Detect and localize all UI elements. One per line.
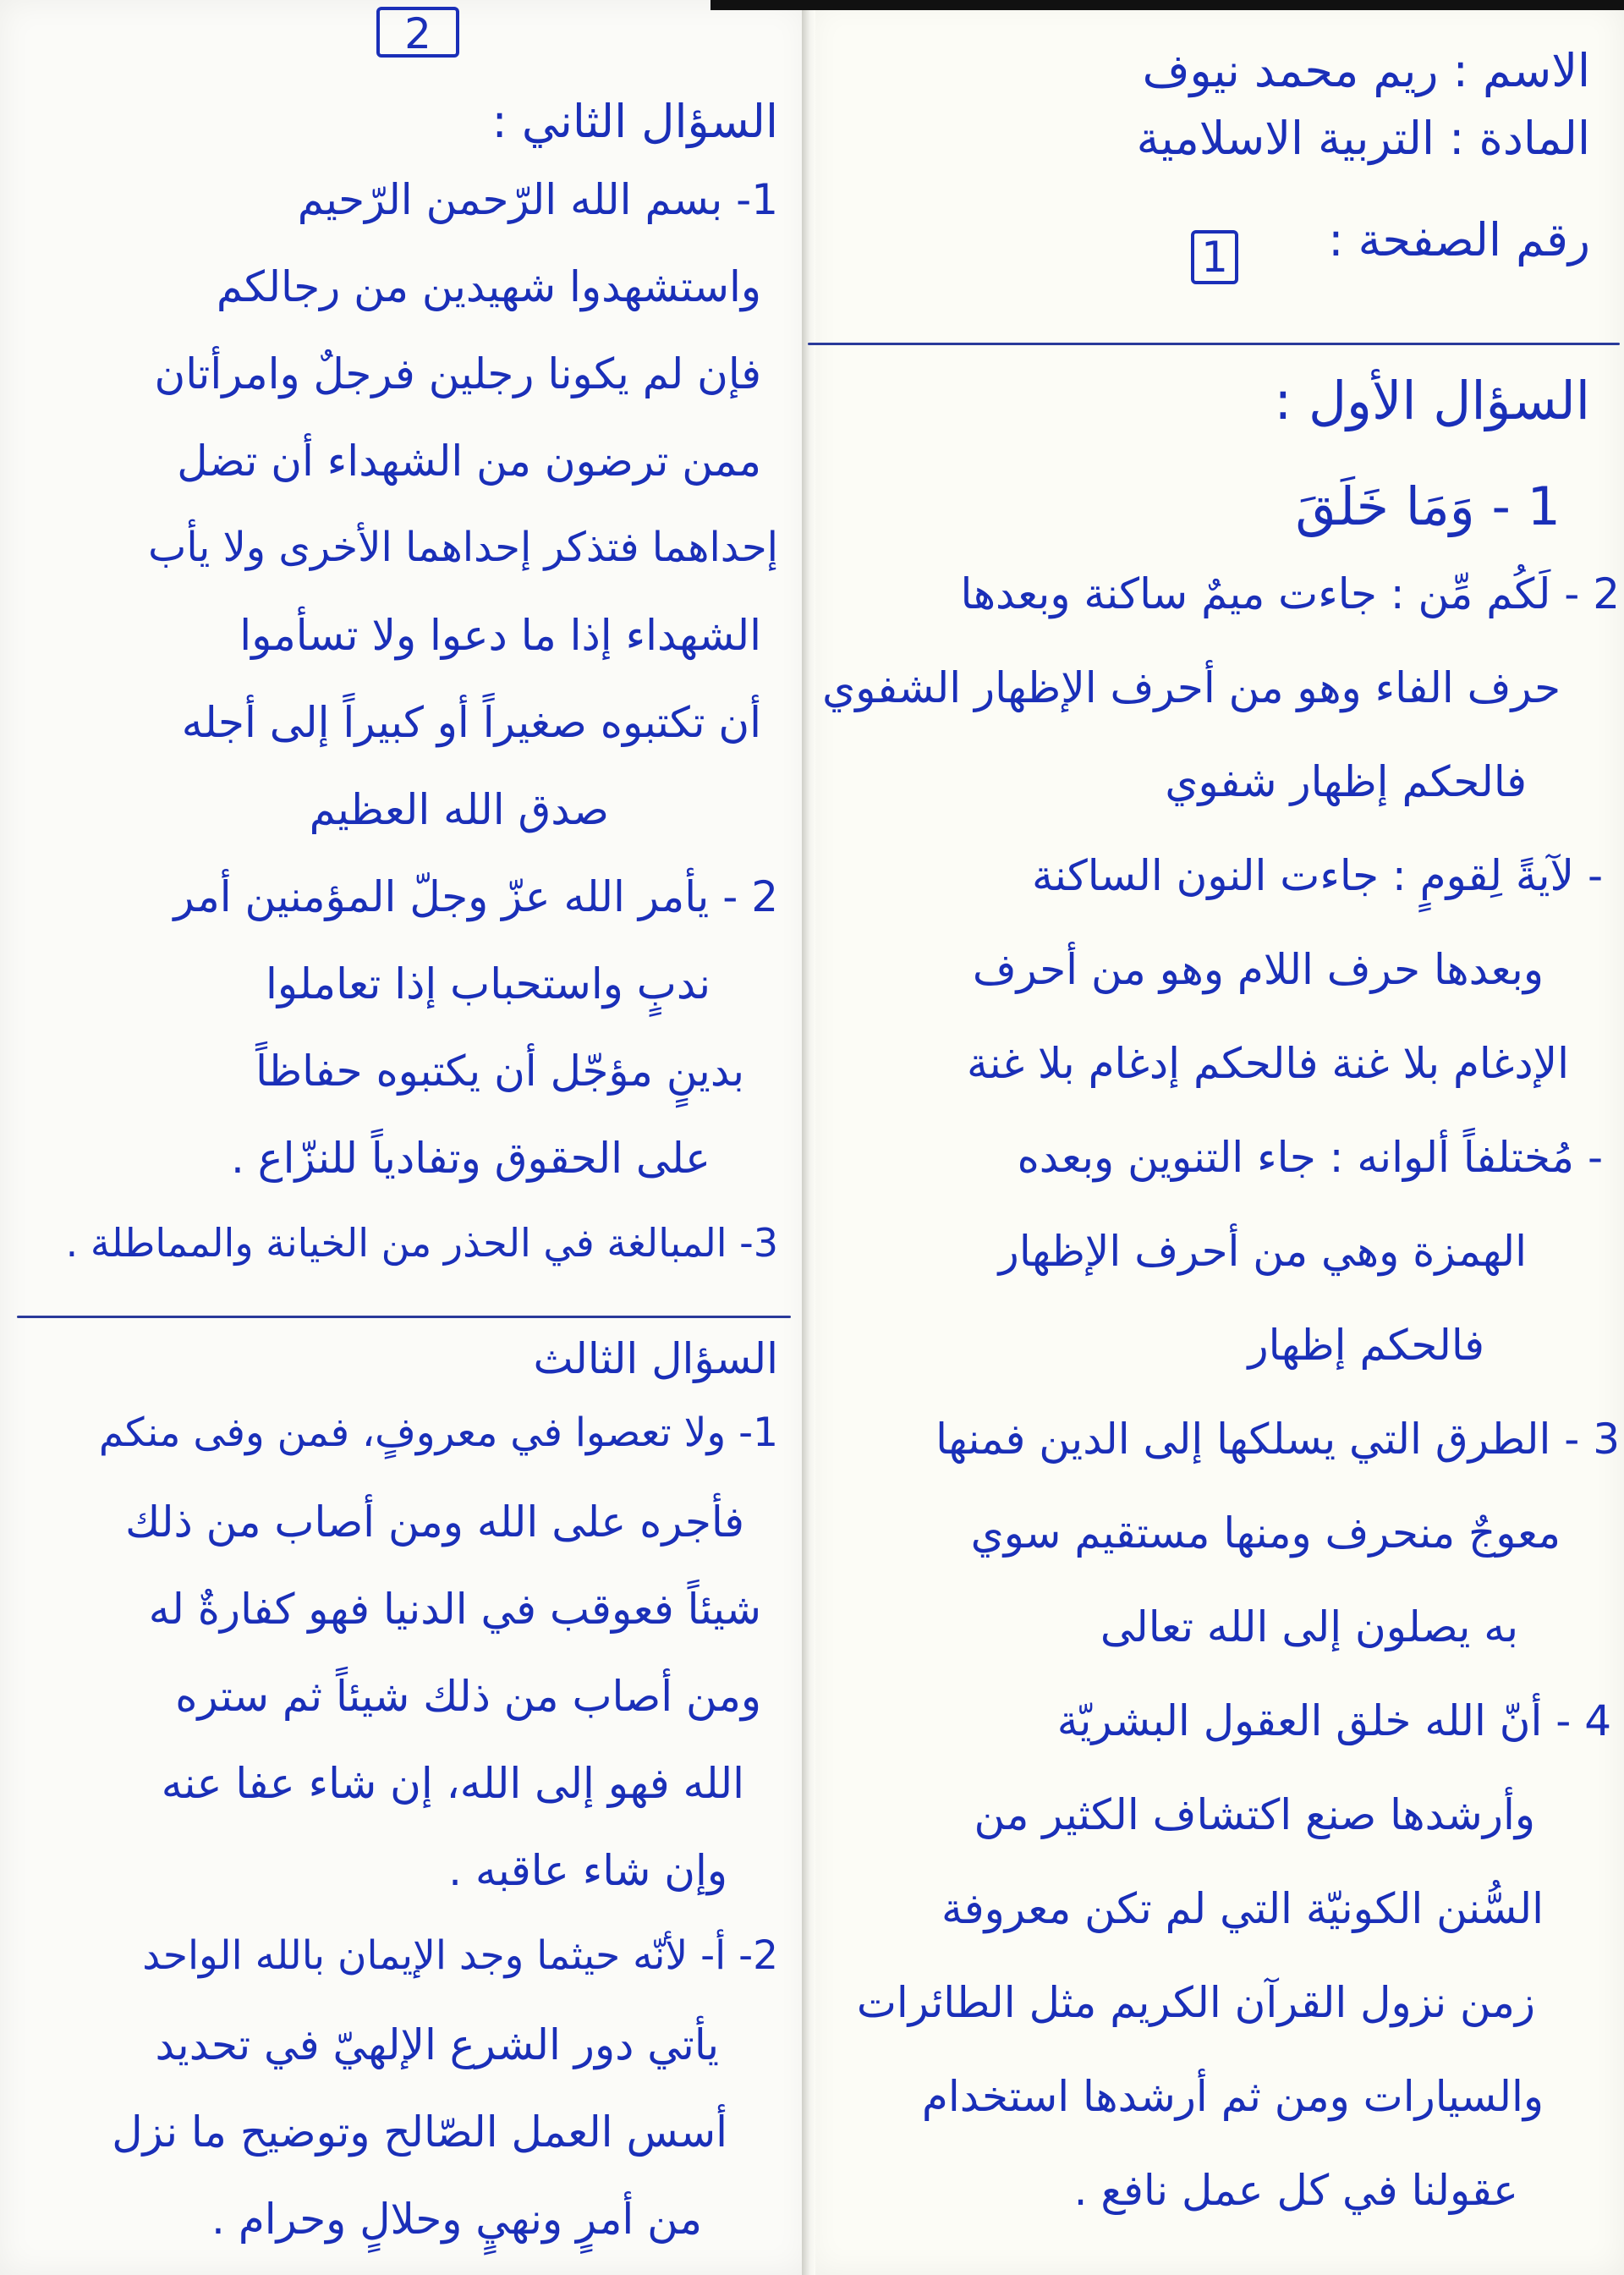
answer-line: الإدغام بلا غنة فالحكم إدغام بلا غنة — [967, 1039, 1569, 1088]
header-divider — [808, 343, 1620, 345]
page-number-box-right: 1 — [1191, 230, 1238, 284]
answer-line: معوجٌ منحرف ومنها مستقيم سوي — [970, 1508, 1561, 1558]
question-3-title: السؤال الثالث — [533, 1334, 778, 1383]
answer-line: 1- بسم الله الرّحمن الرّحيم — [297, 175, 778, 224]
page-number-label: رقم الصفحة : — [1328, 213, 1590, 267]
answer-line: ممن ترضون من الشهداء أن تضل — [177, 437, 761, 486]
answer-line: فأجره على الله ومن أصاب من ذلك — [125, 1497, 744, 1547]
answer-line: صدق الله العظيم — [309, 785, 609, 834]
question-1-title: السؤال الأول : — [1274, 370, 1590, 431]
answer-line: وإن شاء عاقبه . — [448, 1846, 727, 1895]
answer-line: 1- ولا تعصوا في معروفٍ، فمن وفى منكم — [98, 1410, 778, 1456]
answer-line: الله فهو إلى الله، إن شاء عفا عنه — [161, 1759, 744, 1808]
answer-line: السُّنن الكونيّة التي لم تكن معروفة — [941, 1884, 1544, 1933]
top-edge-shadow — [710, 0, 1624, 10]
answer-line: حرف الفاء وهو من أحرف الإظهار الشفوي — [822, 663, 1561, 712]
answer-line: - مُختلفاً ألوانه : جاء التنوين وبعده — [1017, 1133, 1603, 1182]
answer-line: ومن أصاب من ذلك شيئاً ثم ستره — [175, 1672, 761, 1721]
answer-line: الهمزة وهي من أحرف الإظهار — [998, 1227, 1527, 1276]
answer-line: فالحكم إظهار شفوي — [1165, 757, 1527, 806]
answer-line: 4 - أنّ الله خلق العقول البشريّة — [1056, 1696, 1611, 1745]
answer-line: 2 - يأمر الله عزّ وجلّ المؤمنين أمر — [173, 872, 778, 921]
answer-line: واستشهدوا شهيدين من رجالكم — [216, 262, 761, 311]
question-2-title: السؤال الثاني : — [491, 95, 778, 148]
answer-line: 1 - وَمَا خَلَقَ — [1295, 475, 1561, 537]
answer-line: به يصلون إلى الله تعالى — [1100, 1602, 1518, 1651]
answer-line: أن تكتبوه صغيراً أو كبيراً إلى أجله — [181, 698, 761, 747]
answer-line: عقولنا في كل عمل نافع . — [1073, 2166, 1518, 2215]
answer-line: أسس العمل الصّالح وتوضيح ما نزل — [112, 2107, 727, 2157]
answer-line: على الحقوق وتفادياً للنزّاع . — [230, 1134, 710, 1183]
answer-line: والسيارات ومن ثم أرشدها استخدام — [921, 2072, 1544, 2121]
answer-line: 3 - الطرق التي يسلكها إلى الدين فمنها — [935, 1415, 1620, 1464]
answer-line: 2 - لَكُم مِّن : جاءت ميمٌ ساكنة وبعدها — [960, 569, 1620, 618]
answer-line: - لآيةً لِقومٍ : جاءت النون الساكنة — [1032, 851, 1603, 900]
answer-line: وأرشدها صنع اكتشاف الكثير من — [974, 1790, 1535, 1839]
answer-line: 3- المبالغة في الحذر من الخيانة والمماطلة . — [65, 1220, 778, 1266]
answer-line: شيئاً فعوقب في الدنيا فهو كفارةٌ له — [148, 1585, 761, 1634]
name-line: الاسم : ريم محمد نيوف — [1142, 44, 1590, 97]
answer-line: 2- أ- لأنّه حيثما وجد الإيمان بالله الواحد — [142, 1932, 778, 1979]
answer-line: بدينٍ مؤجّل أن يكتبوه حفاظاً — [255, 1047, 744, 1096]
answer-line: ندبٍ واستحباب إذا تعاملوا — [266, 959, 710, 1008]
answer-line: فالحكم إظهار — [1248, 1321, 1484, 1370]
answer-line: فإن لم يكونا رجلين فرجلٌ وامرأتان — [154, 349, 761, 398]
answer-line: وبعدها حرف اللام وهو من أحرف — [972, 945, 1544, 994]
answer-line: الشهداء إذا ما دعوا ولا تسأموا — [239, 611, 761, 660]
page-fold — [802, 0, 815, 2275]
answer-line: زمن نزول القرآن الكريم مثل الطائرات — [856, 1978, 1535, 2027]
section-divider — [17, 1316, 791, 1318]
subject-line: المادة : التربية الاسلامية — [1136, 112, 1590, 165]
answer-line: من أمرٍ ونهيٍ وحلالٍ وحرام . — [211, 2195, 702, 2244]
page-number-box-left: 2 — [376, 7, 459, 58]
answer-line: إحداهما فتذكر إحداهما الأخرى ولا يأب — [148, 524, 778, 571]
answer-line: يأتي دور الشرع الإلهيّ في تحديد — [155, 2020, 719, 2069]
